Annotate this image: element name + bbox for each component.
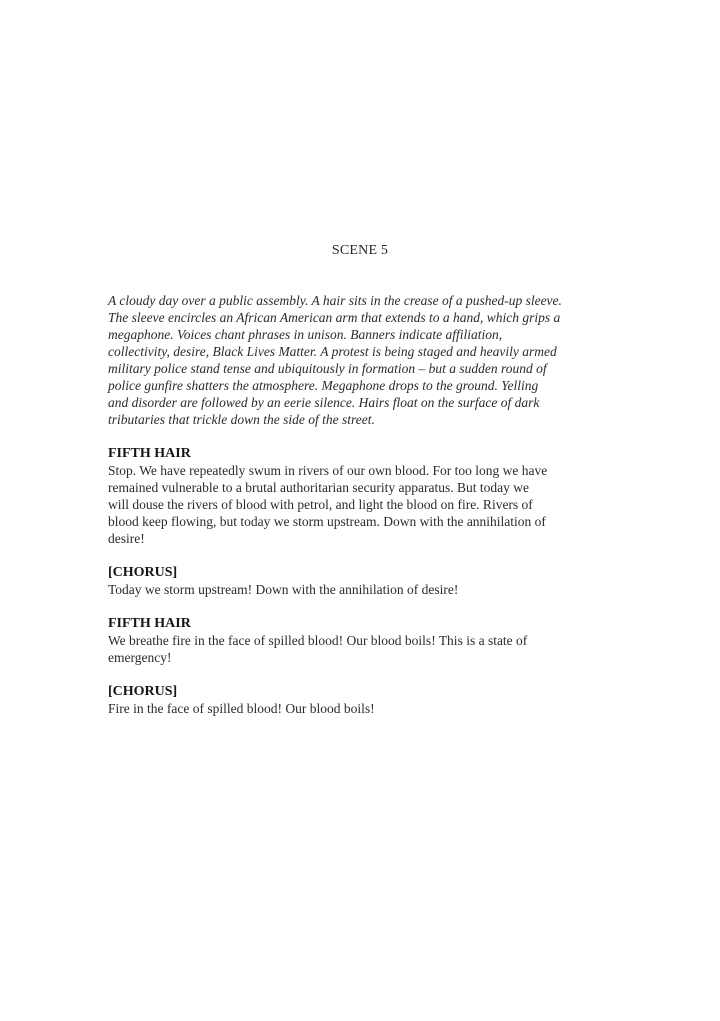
speaker-name: FIFTH HAIR: [108, 616, 191, 631]
speech-text: Stop. We have repeatedly swum in rivers of our own blood. For too long we have remained vulnerable to a brutal authoritarian security apparatus. But today we will douse the rivers of blood with petrol, and light the blood on fire. Rivers of blood keep flowing, but today we storm upstream. Down with the annihilation of desire!: [108, 463, 548, 546]
stage-direction: A cloudy day over a public assembly. A hair sits in the crease of a pushed-up sleeve. The sleeve encircles an African American arm that extends to a hand, which grips a megaphone. Voices chant phrases in unison. Banners indicate affiliation, collectivity, desire, Black Lives Matter. A protest is being staged and heavily armed military police stand tense and ubiquitously in formation – but a sudden round of police gunfire shatters the atmosphere. Megaphone drops to the ground. Yelling and disorder are followed by an eerie silence. Hairs float on the surface of dark tributaries that trickle down the side of the street.: [108, 293, 562, 427]
speaker-name: FIFTH HAIR: [108, 446, 191, 461]
speech-text: Fire in the face of spilled blood! Our blood boils!: [108, 701, 375, 716]
speaker-name: [CHORUS]: [108, 565, 178, 580]
page-content: [0, 242, 714, 717]
speech-text: Today we storm upstream! Down with the annihilation of desire!: [108, 582, 459, 597]
dialogue-block: [108, 683, 714, 717]
speaker-name: [CHORUS]: [108, 684, 178, 699]
dialogue-block: [108, 615, 714, 666]
speech-text: We breathe fire in the face of spilled blood! Our blood boils! This is a state of emergency!: [108, 633, 528, 665]
scene-title: SCENE 5: [331, 243, 389, 258]
dialogue-block: [108, 445, 714, 547]
dialogue-block: [108, 564, 714, 598]
